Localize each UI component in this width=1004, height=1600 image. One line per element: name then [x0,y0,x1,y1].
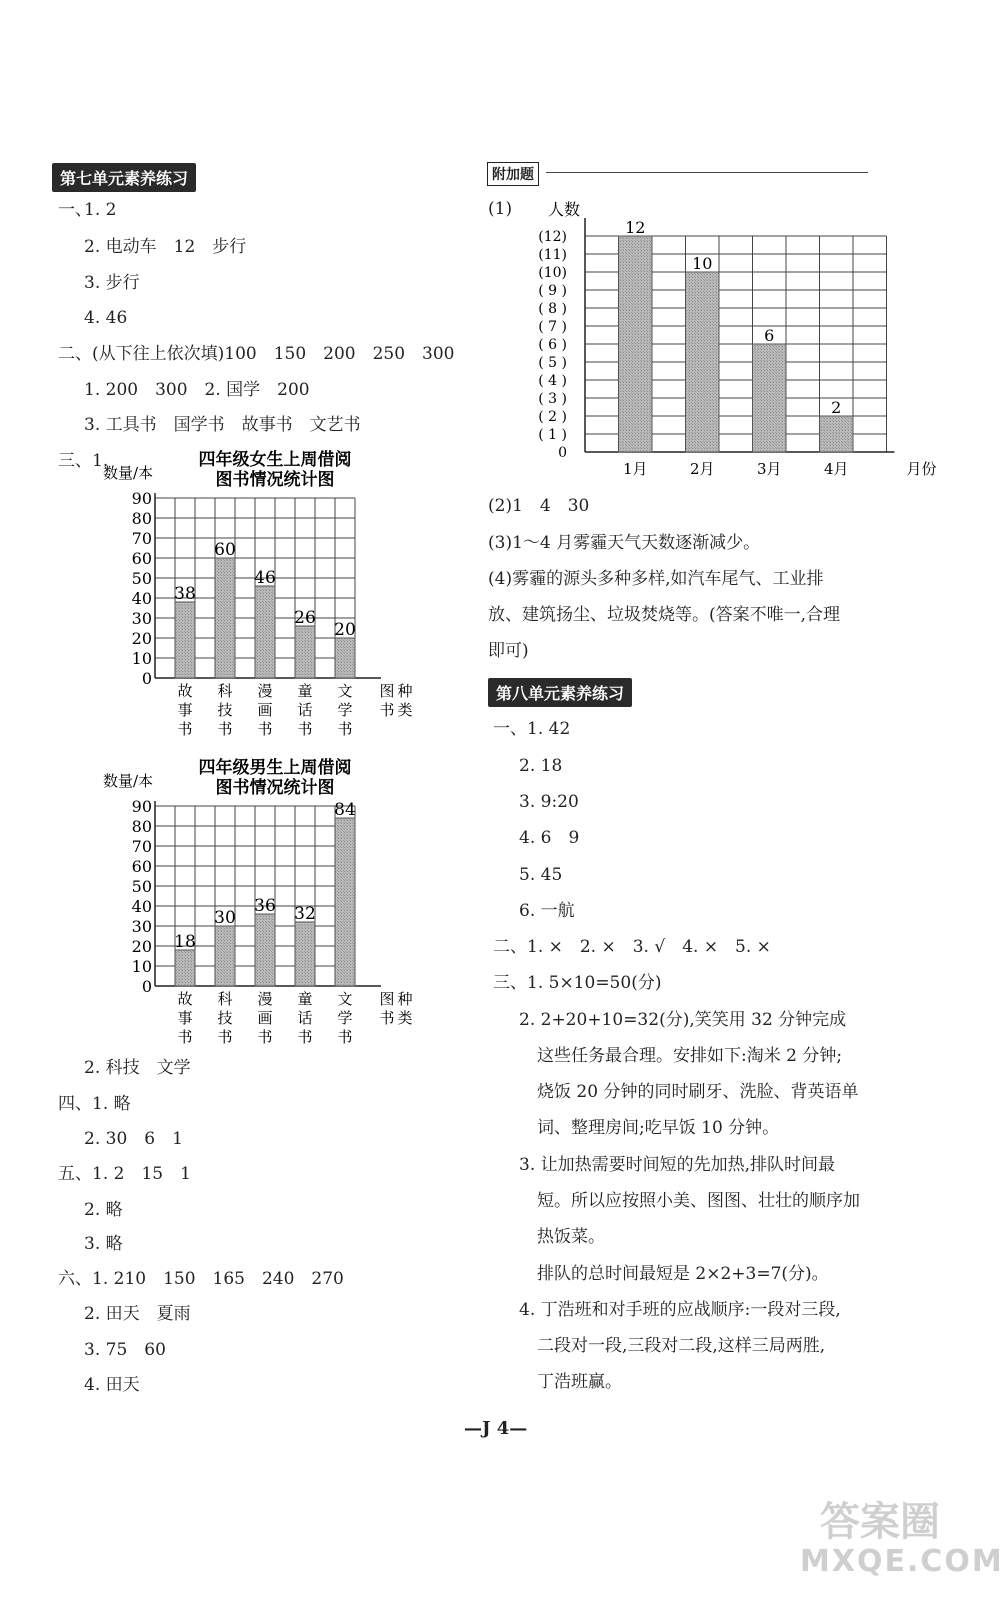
x-category-label: 科 [217,990,233,1008]
bar [215,558,235,678]
c2-line1: 2. 2+20+10=32(分),笑笑用 32 分钟完成 [519,1010,847,1030]
x-category-label: 4月 [823,460,849,478]
y-tick-label: 80 [131,817,152,836]
y-tick-label: 90 [131,797,152,816]
x-category-label: 文 [337,990,353,1008]
bar-value-label: 10 [692,254,713,273]
unit7-title: 第七单元素养练习 [52,163,196,192]
bar [215,926,235,986]
q1-2: 2. 电动车 12 步行 [84,237,247,257]
x-category-label: 书 [217,1028,233,1046]
q3-2: 2. 科技 文学 [84,1058,191,1078]
y-tick-label: (11) [538,247,567,263]
x-category-label: 书 [297,1028,313,1046]
x-axis-label: 书 [379,701,395,719]
c4-line3: 丁浩班赢。 [537,1372,622,1392]
x-axis-label: 图 [379,682,395,700]
a-2: 2. 18 [519,756,563,776]
a-1: 一、1. 42 [493,719,571,739]
x-axis-label: 种 [397,990,413,1008]
b-line: 二、1. × 2. × 3. √ 4. × 5. × [493,937,771,957]
girls-borrowing-chart [95,440,435,738]
page-number: —J 4— [464,1418,528,1439]
bar-value-label: 2 [831,398,842,417]
x-axis-label: 书 [379,1009,395,1027]
bar [255,586,275,678]
bar [753,344,787,452]
bar [255,914,275,986]
q2-head: 二、(从下往上依次填)100 150 200 250 300 [58,344,455,364]
bar [295,922,315,986]
y-tick-label: 10 [131,957,152,976]
x-category-label: 书 [257,1028,273,1046]
x-category-label: 书 [177,1028,193,1046]
sub4-line2: 放、建筑扬尘、垃圾焚烧等。(答案不唯一,合理 [488,605,841,625]
x-category-label: 技 [217,1009,233,1027]
q6-label: 六、1. 210 150 165 240 270 [58,1269,344,1289]
x-category-label: 故 [177,990,193,1008]
c3-line2: 短。所以应按照小美、图图、壮壮的顺序加 [537,1191,860,1211]
y-tick-label: 30 [131,609,152,628]
bar-value-label: 32 [294,904,316,924]
q2-3: 3. 工具书 国学书 故事书 文艺书 [84,415,361,435]
x-category-label: 事 [177,701,193,719]
x-axis-label: 月份 [906,460,937,478]
c2-line2: 这些任务最合理。安排如下:淘米 2 分钟; [537,1046,843,1066]
a-6: 6. 一航 [519,901,575,921]
sub1-label: (1) [488,199,513,219]
chart-title-line2: 图书情况统计图 [215,470,335,490]
sub4-line1: (4)雾霾的源头多种多样,如汽车尾气、工业排 [488,569,824,589]
bar [335,818,355,986]
c2-line3: 烧饭 20 分钟的同时刷牙、洗脸、背英语单 [537,1082,859,1102]
y-tick-label: ( 2 ) [538,409,567,425]
sub3: (3)1～4 月雾霾天气天数逐渐减少。 [488,533,761,553]
y-tick-label: 50 [131,877,152,896]
y-tick-label: (12) [538,229,567,245]
c-1: 三、1. 5×10=50(分) [493,973,662,993]
c4-line2: 二段对一段,三段对二段,这样三局两胜, [537,1336,826,1356]
y-tick-label: 60 [131,857,152,876]
y-axis-label: 人数 [548,200,581,219]
q1-1: 1. 2 [84,200,117,220]
y-tick-label: ( 8 ) [538,301,567,317]
x-axis-label: 类 [397,701,413,719]
bar [820,416,854,452]
x-category-label: 画 [257,701,273,719]
y-tick-label: ( 9 ) [538,283,567,299]
x-axis-label: 类 [397,1009,413,1027]
x-category-label: 童 [297,990,313,1008]
q1-3: 3. 步行 [84,273,140,293]
y-tick-label: ( 1 ) [538,427,567,443]
q6-2: 2. 田天 夏雨 [84,1304,191,1324]
y-tick-label: ( 4 ) [538,373,567,389]
watermark-logo: 答案圈 [820,1499,940,1545]
c4-line1: 4. 丁浩班和对手班的应战顺序:一段对三段, [519,1300,841,1320]
a-5: 5. 45 [519,865,563,885]
bonus-title-rule [546,172,868,173]
bar-value-label: 60 [214,540,236,560]
smog-days-chart [515,193,937,485]
x-category-label: 书 [337,720,353,738]
bar-value-label: 84 [334,800,356,820]
bar [335,638,355,678]
bar [686,272,720,452]
x-category-label: 书 [297,720,313,738]
bar-value-label: 38 [174,584,196,604]
c2-line4: 词、整理房间;吃早饭 10 分钟。 [537,1118,780,1138]
y-tick-label: 50 [131,569,152,588]
sub4-line3: 即可) [488,641,529,661]
x-category-label: 2月 [689,460,715,478]
chart-title-line2: 图书情况统计图 [215,778,335,798]
x-category-label: 画 [257,1009,273,1027]
bar [295,626,315,678]
x-axis-label: 图 [379,990,395,1008]
bar-value-label: 20 [334,620,356,640]
y-tick-label: (10) [538,265,567,281]
x-axis-label: 种 [397,682,413,700]
x-category-label: 技 [217,701,233,719]
y-tick-label: ( 3 ) [538,391,567,407]
q1-4: 4. 46 [84,308,128,328]
y-tick-label: 90 [131,489,152,508]
y-tick-label: 0 [141,977,152,996]
q4-2: 2. 30 6 1 [84,1129,183,1149]
y-tick-label: 70 [131,529,152,548]
q3-label: 三、1. [58,451,109,471]
x-category-label: 学 [337,1009,353,1027]
y-tick-label: 10 [131,649,152,668]
bar-value-label: 46 [254,568,276,588]
y-tick-label: 80 [131,509,152,528]
chart-title-line1: 四年级女生上周借阅 [198,450,352,470]
a-3: 3. 9:20 [519,792,579,812]
x-category-label: 学 [337,701,353,719]
y-tick-label: 40 [131,897,152,916]
sub2: (2)1 4 30 [488,496,590,516]
x-category-label: 事 [177,1009,193,1027]
q5-label: 五、1. 2 15 1 [58,1164,191,1184]
bar-value-label: 30 [214,908,236,928]
x-category-label: 漫 [257,682,273,700]
x-category-label: 书 [337,1028,353,1046]
c3-line1: 3. 让加热需要时间短的先加热,排队时间最 [519,1155,836,1175]
y-tick-label: 20 [131,937,152,956]
y-tick-label: 20 [131,629,152,648]
bar [175,950,195,986]
c3-line3: 热饭菜。 [537,1227,605,1247]
bar-value-label: 26 [294,608,316,628]
y-tick-label: 40 [131,589,152,608]
bar [619,236,653,452]
y-tick-label: ( 5 ) [538,355,567,371]
bar-value-label: 12 [625,218,646,237]
bar [175,602,195,678]
y-tick-label: 30 [131,917,152,936]
q2-1: 1. 200 300 2. 国学 200 [84,380,310,400]
x-category-label: 书 [217,720,233,738]
a-4: 4. 6 9 [519,828,580,848]
x-category-label: 漫 [257,990,273,1008]
bar-value-label: 6 [764,326,775,345]
x-category-label: 话 [297,1009,313,1027]
bar-value-label: 36 [254,896,276,916]
y-tick-label: ( 6 ) [538,337,567,353]
q5-2: 2. 略 [84,1200,123,1220]
boys-borrowing-chart [95,748,435,1046]
watermark-url: MXQE.COM [800,1544,1004,1579]
unit8-title: 第八单元素养练习 [488,678,632,707]
x-category-label: 文 [337,682,353,700]
q5-3: 3. 略 [84,1234,123,1254]
q6-4: 4. 田天 [84,1375,140,1395]
q4-label: 四、1. 略 [58,1094,131,1114]
bar-value-label: 18 [174,932,196,952]
y-tick-label: 70 [131,837,152,856]
y-axis-label: 数量/本 [103,464,154,482]
x-category-label: 话 [297,701,313,719]
x-category-label: 3月 [756,460,782,478]
y-axis-label: 数量/本 [103,772,154,790]
q1-label: 一、 [58,200,92,220]
q6-3: 3. 75 60 [84,1340,166,1360]
y-tick-label: ( 7 ) [538,319,567,335]
x-category-label: 科 [217,682,233,700]
x-category-label: 故 [177,682,193,700]
bonus-title: 附加题 [487,162,539,186]
y-tick-label: 60 [131,549,152,568]
y-tick-label: 0 [558,445,567,461]
x-category-label: 书 [177,720,193,738]
chart-title-line1: 四年级男生上周借阅 [198,758,352,778]
x-category-label: 1月 [622,460,648,478]
x-category-label: 童 [297,682,313,700]
c3-line4: 排队的总时间最短是 2×2+3=7(分)。 [537,1264,829,1284]
y-tick-label: 0 [141,669,152,688]
x-category-label: 书 [257,720,273,738]
